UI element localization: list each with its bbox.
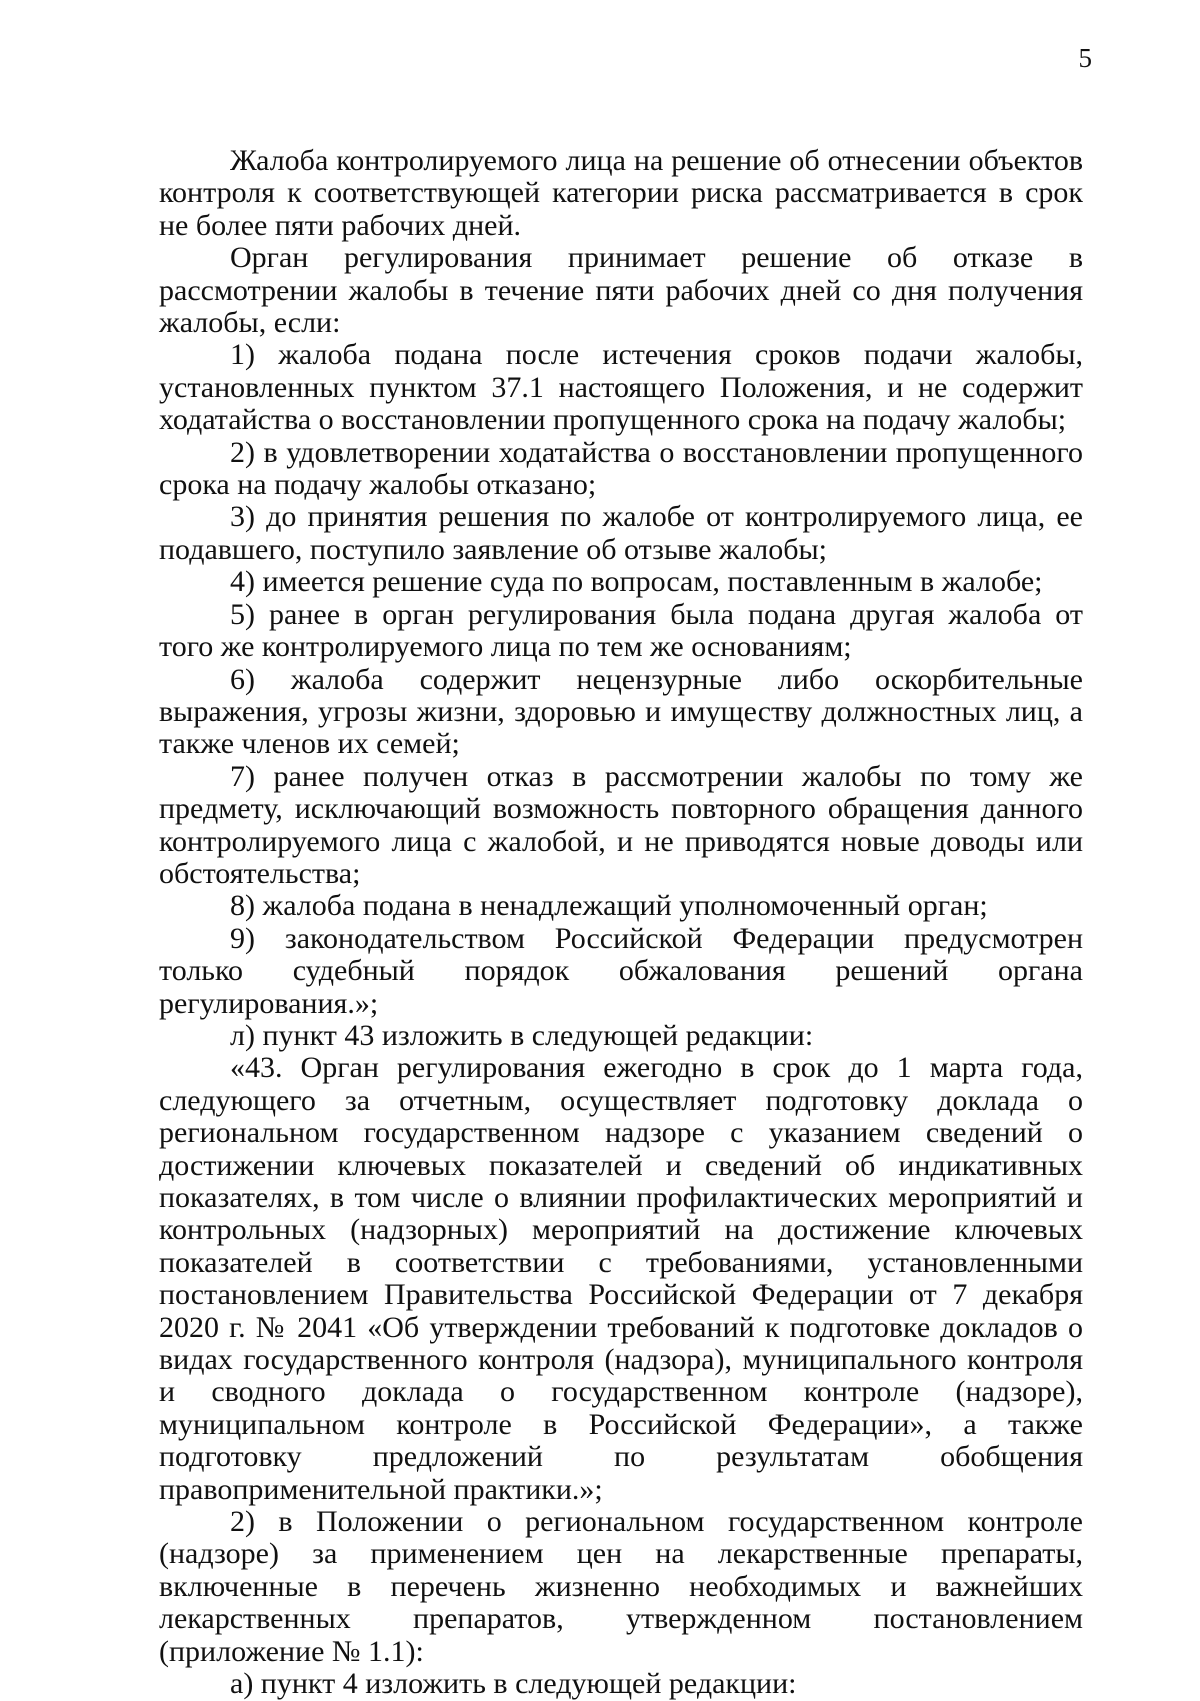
list-item-6: 6) жалоба содержит нецензурные либо оскорбительные выражения, угрозы жизни, здоровью и имуществу должностных лиц, а также членов их семей;	[159, 662, 1083, 761]
list-item-8: 8) жалоба подана в ненадлежащий уполномоченный орган;	[230, 889, 988, 923]
list-item-3: 3) до принятия решения по жалобе от контролируемого лица, ее подавшего, поступило заявление об отзыве жалобы;	[159, 500, 1083, 566]
list-item-1: 1) жалоба подана после истечения сроков подачи жалобы, установленных пунктом 37.1 настоящего Положения, и не содержит ходатайства о восстановлении пропущенного срока на подачу жалобы;	[159, 338, 1083, 437]
paragraph-item-l: л) пункт 43 изложить в следующей редакции:	[230, 1018, 814, 1052]
document-body	[159, 145, 1083, 1701]
paragraph-regulation-2: 2) в Положении о региональном государственном контроле (надзоре) за применением цен на лекарственные препараты, включенные в перечень жизненно необходимых и важнейших лекарственных препаратов, утвержденном постановлением (приложение № 1.1):	[159, 1505, 1083, 1668]
paragraph-refusal-conditions: Орган регулирования принимает решение об отказе в рассмотрении жалобы в течение пяти рабочих дней со дня получения жалобы, если:	[159, 241, 1083, 340]
list-item-7: 7) ранее получен отказ в рассмотрении жалобы по тому же предмету, исключающий возможность повторного обращения данного контролируемого лица с жалобой, и не приводятся новые доводы или обстоятельства;	[159, 759, 1083, 890]
paragraph-item-a: а) пункт 4 изложить в следующей редакции:	[230, 1667, 797, 1701]
list-item-2: 2) в удовлетворении ходатайства о восстановлении пропущенного срока на подачу жалобы отказано;	[159, 435, 1083, 502]
list-item-9: 9) законодательством Российской Федерации предусмотрен только судебный порядок обжалования решений органа регулирования.»;	[159, 921, 1083, 1020]
list-item-4: 4) имеется решение суда по вопросам, поставленным в жалобе;	[230, 565, 1043, 599]
page-number: 5	[1078, 43, 1092, 73]
list-item-5: 5) ранее в орган регулирования была подана другая жалоба от того же контролируемого лица по тем же основаниям;	[159, 597, 1083, 664]
paragraph-complaint-review-period: Жалоба контролируемого лица на решение об отнесении объектов контроля к соответствующей категории риска рассматривается в срок не более пяти рабочих дней.	[159, 144, 1083, 242]
paragraph-point-43: «43. Орган регулирования ежегодно в срок до 1 марта года, следующего за отчетным, осуществляет подготовку доклада о региональном государственном надзоре с указанием сведений о достижении ключевых показателей и сведений об индикативных показателях, в том числе о влиянии профилактических мероприятий и контрольных (надзорных) мероприятий на достижение ключевых показателей в соответствии с требованиями, установленными постановлением Правительства Российской Федерации от 7 декабря 2020 г. № 2041 «Об утверждении требований к подготовке докладов о видах государственного контроля (надзора), муниципального контроля и сводного доклада о государственном контроле (надзоре), муниципальном контроле в Российской Федерации», а также подготовку предложений по результатам обобщения правоприменительной практики.»;	[159, 1051, 1083, 1506]
